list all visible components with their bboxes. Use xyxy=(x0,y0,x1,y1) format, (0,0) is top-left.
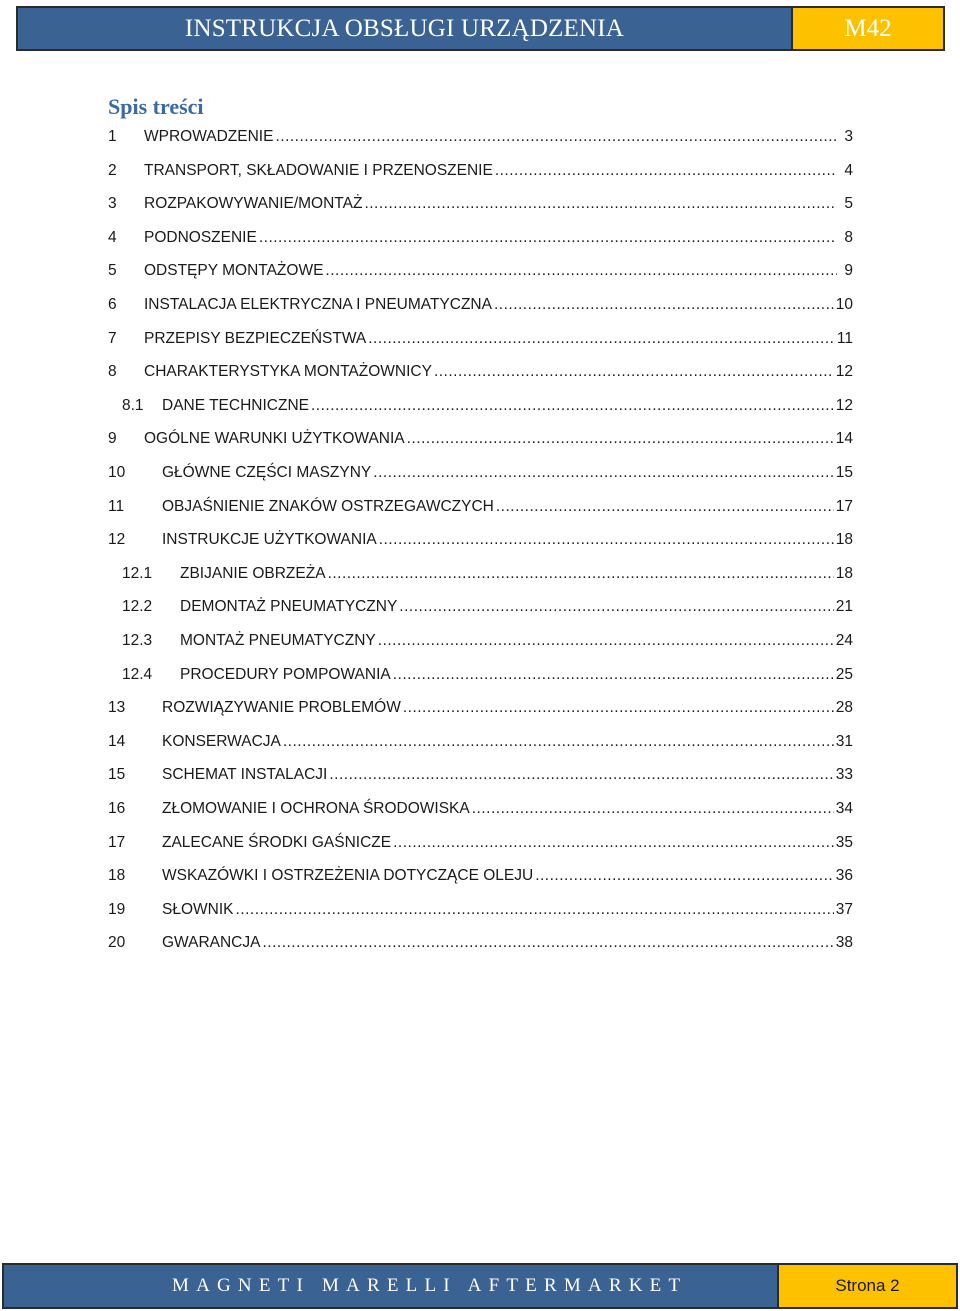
toc-entry-page: 5 xyxy=(844,195,853,213)
toc-entry-number: 15 xyxy=(108,766,126,784)
toc-entry[interactable] xyxy=(108,355,853,389)
toc-entry-label: INSTRUKCJE UŻYTKOWANIA xyxy=(162,531,377,549)
header-title-box xyxy=(18,8,793,49)
toc-entry-number: 16 xyxy=(108,800,126,817)
toc-entry-number: 8.1 xyxy=(122,396,144,414)
toc-leader-dots xyxy=(259,229,837,247)
toc-leader-dots xyxy=(329,766,833,784)
header-model-box xyxy=(793,8,943,49)
toc-entry[interactable] xyxy=(108,490,853,524)
toc-entry-number: 12.4 xyxy=(122,665,153,683)
toc-leader-dots xyxy=(494,296,834,314)
toc-entry-page: 4 xyxy=(844,161,853,179)
toc-entry-label: DANE TECHNICZNE xyxy=(162,396,309,414)
toc-entry[interactable] xyxy=(108,523,853,557)
page-header xyxy=(16,6,945,51)
toc-entry-label: WPROWADZENIE xyxy=(144,128,274,145)
toc-entry[interactable] xyxy=(108,322,853,356)
toc-entry-label: ODSTĘPY MONTAŻOWE xyxy=(144,262,324,280)
footer-page-box xyxy=(779,1265,956,1307)
footer-brand-box xyxy=(4,1265,779,1307)
toc-entry-page: 37 xyxy=(835,900,853,918)
toc-entry-number: 6 xyxy=(108,296,117,313)
toc-entry-number: 12.3 xyxy=(122,632,153,649)
toc-entry-number: 20 xyxy=(108,934,126,952)
toc-leader-dots xyxy=(393,666,834,684)
toc-entry[interactable] xyxy=(108,557,853,591)
footer-brand: MAGNETI MARELLI AFTERMARKET xyxy=(172,1275,688,1296)
toc-leader-dots xyxy=(399,598,833,616)
toc-entry-page: 33 xyxy=(835,766,853,784)
toc-leader-dots xyxy=(262,934,833,952)
toc-entry-number: 8 xyxy=(108,363,117,381)
toc-entry-page: 14 xyxy=(835,430,853,448)
toc-entry-label: WSKAZÓWKI I OSTRZEŻENIA DOTYCZĄCE OLEJU xyxy=(162,867,534,885)
toc-entry-number: 12.2 xyxy=(122,598,153,616)
toc-leader-dots xyxy=(535,867,834,885)
page-number: Strona 2 xyxy=(835,1276,900,1295)
toc-entry-page: 31 xyxy=(835,732,853,750)
toc-entry-number: 1 xyxy=(108,128,117,145)
toc-leader-dots xyxy=(275,128,837,146)
toc-leader-dots xyxy=(325,262,837,280)
toc-entry-page: 11 xyxy=(836,329,853,347)
toc-entry-label: PROCEDURY POMPOWANIA xyxy=(180,665,391,683)
toc-entry-page: 18 xyxy=(835,531,853,549)
toc-entry-label: SŁOWNIK xyxy=(162,900,234,918)
toc-entry[interactable] xyxy=(108,658,853,692)
toc-leader-dots xyxy=(283,733,834,751)
toc-entry[interactable] xyxy=(108,893,853,927)
toc-leader-dots xyxy=(311,397,834,415)
toc-entry[interactable] xyxy=(108,187,853,221)
toc-leader-dots xyxy=(434,363,834,381)
toc-entry-page: 28 xyxy=(835,699,853,717)
toc-entry-page: 18 xyxy=(835,564,853,582)
toc-leader-dots xyxy=(328,565,834,583)
toc-entry[interactable] xyxy=(108,120,853,154)
toc-leader-dots xyxy=(403,699,834,717)
toc-leader-dots xyxy=(393,834,834,852)
toc-leader-dots xyxy=(378,632,834,650)
toc-entry[interactable] xyxy=(108,725,853,759)
toc-entry-number: 9 xyxy=(108,430,117,448)
toc-entry-label: ZALECANE ŚRODKI GAŚNICZE xyxy=(162,833,392,851)
toc-entry-page: 10 xyxy=(835,296,853,313)
toc-entry-page: 24 xyxy=(835,632,853,649)
toc-entry[interactable] xyxy=(108,254,853,288)
toc-entry-number: 11 xyxy=(108,497,125,515)
toc-entry[interactable] xyxy=(108,859,853,893)
toc-entry[interactable] xyxy=(108,926,853,960)
toc-entry-number: 14 xyxy=(108,732,126,750)
toc-entry-page: 9 xyxy=(844,262,853,280)
toc-entry-page: 15 xyxy=(835,464,853,481)
toc-entry-number: 7 xyxy=(108,329,117,347)
toc-entry-number: 10 xyxy=(108,464,126,481)
toc-entry-label: ZBIJANIE OBRZEŻA xyxy=(180,564,326,582)
toc-entry-number: 2 xyxy=(108,161,117,179)
toc-entry-label: ROZWIĄZYWANIE PROBLEMÓW xyxy=(162,699,401,717)
toc-entry-label: TRANSPORT, SKŁADOWANIE I PRZENOSZENIE xyxy=(144,161,493,179)
toc-entry-label: MONTAŻ PNEUMATYCZNY xyxy=(180,632,376,649)
toc-entry-number: 3 xyxy=(108,195,117,213)
toc-entry-number: 12 xyxy=(108,531,126,549)
toc-entry-page: 3 xyxy=(844,128,853,145)
toc-leader-dots xyxy=(368,330,835,348)
toc-leader-dots xyxy=(495,162,837,180)
toc-entry[interactable] xyxy=(108,422,853,456)
toc-entry-number: 13 xyxy=(108,699,126,717)
toc-entry-page: 12 xyxy=(835,396,853,414)
toc-entry[interactable] xyxy=(108,154,853,188)
toc-entry-number: 17 xyxy=(108,833,126,851)
toc-leader-dots xyxy=(472,800,834,818)
toc-entry-page: 12 xyxy=(835,363,853,381)
toc-entry[interactable] xyxy=(108,288,853,322)
toc-entry[interactable] xyxy=(108,456,853,490)
toc-entry-page: 38 xyxy=(835,934,853,952)
toc-entry[interactable] xyxy=(108,691,853,725)
toc-entry[interactable] xyxy=(108,758,853,792)
page-footer xyxy=(2,1263,958,1309)
toc-entry-number: 4 xyxy=(108,228,117,246)
toc-leader-dots xyxy=(379,531,834,549)
toc-entry-number: 19 xyxy=(108,900,126,918)
toc-leader-dots xyxy=(407,430,834,448)
toc-entry[interactable] xyxy=(108,792,853,826)
toc-entry-label: PRZEPISY BEZPIECZEŃSTWA xyxy=(144,329,367,347)
toc-entry-label: OBJAŚNIENIE ZNAKÓW OSTRZEGAWCZYCH xyxy=(162,497,494,515)
toc-entry-label: GWARANCJA xyxy=(162,934,261,952)
toc-entry[interactable] xyxy=(108,624,853,658)
toc-entry-label: CHARAKTERYSTYKA MONTAŻOWNICY xyxy=(144,363,432,381)
toc-entry[interactable] xyxy=(108,221,853,255)
toc-entry-label: PODNOSZENIE xyxy=(144,228,257,246)
toc-entry[interactable] xyxy=(108,590,853,624)
toc-entry-number: 5 xyxy=(108,262,117,280)
toc-leader-dots xyxy=(373,464,833,482)
toc-leader-dots xyxy=(235,901,833,919)
toc-entry-page: 17 xyxy=(835,497,853,515)
toc-entry-page: 36 xyxy=(835,867,853,885)
toc-entry-label: GŁÓWNE CZĘŚCI MASZYNY xyxy=(162,464,372,481)
toc-entry-number: 18 xyxy=(108,867,126,885)
toc-entry[interactable] xyxy=(108,826,853,860)
document-title: INSTRUKCJA OBSŁUGI URZĄDZENIA xyxy=(184,14,625,42)
toc-entry-label: SCHEMAT INSTALACJI xyxy=(162,766,328,784)
toc-entry-label: KONSERWACJA xyxy=(162,732,281,750)
toc-entry-page: 25 xyxy=(835,665,853,683)
toc-entry-label: ROZPAKOWYWANIE/MONTAŻ xyxy=(144,195,363,213)
toc-entry-page: 34 xyxy=(835,800,853,817)
toc-entry-page: 8 xyxy=(844,228,853,246)
toc-leader-dots xyxy=(496,498,834,516)
toc-entry-label: INSTALACJA ELEKTRYCZNA I PNEUMATYCZNA xyxy=(144,296,492,313)
toc-leader-dots xyxy=(364,195,837,213)
toc-entry[interactable] xyxy=(108,389,853,423)
toc-entry-label: OGÓLNE WARUNKI UŻYTKOWANIA xyxy=(144,430,405,448)
toc-entry-number: 12.1 xyxy=(122,564,153,582)
toc-entry-label: ZŁOMOWANIE I OCHRONA ŚRODOWISKA xyxy=(162,800,470,817)
toc-entry-label: DEMONTAŻ PNEUMATYCZNY xyxy=(180,598,398,616)
toc-entry-page: 21 xyxy=(835,598,853,616)
toc-heading: Spis treści xyxy=(108,94,204,119)
toc-entry-page: 35 xyxy=(835,833,853,851)
model-name: M42 xyxy=(844,14,892,42)
